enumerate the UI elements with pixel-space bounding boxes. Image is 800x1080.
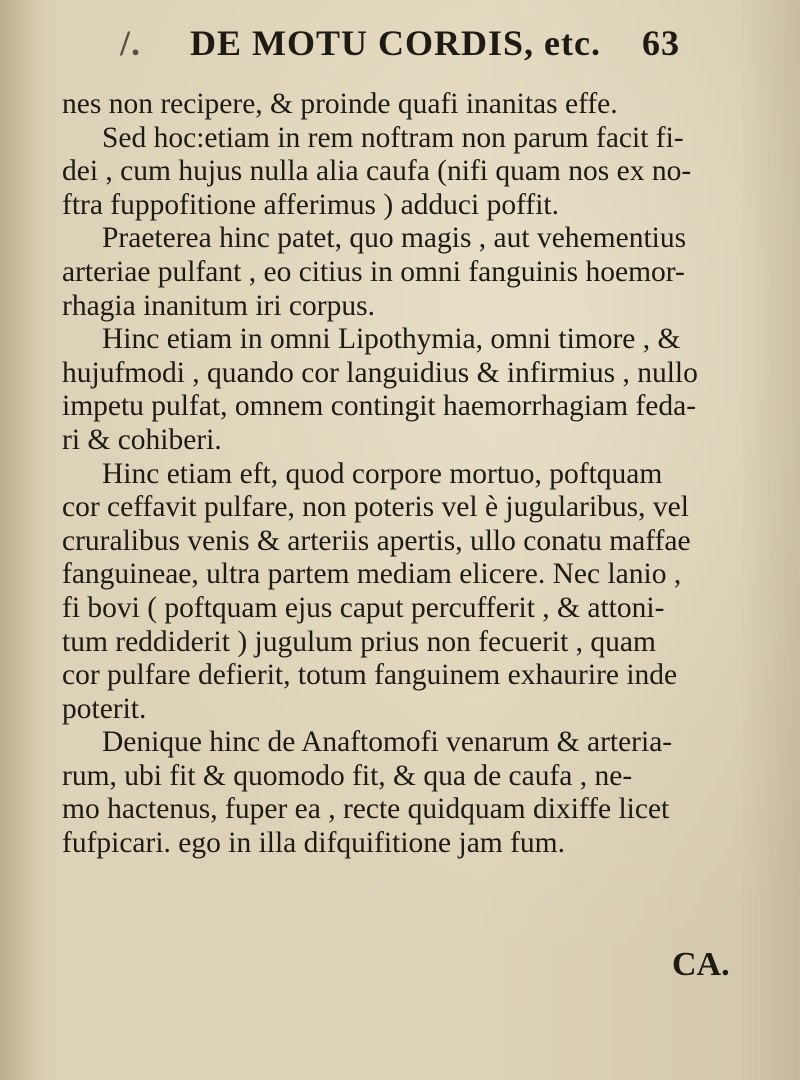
text-line: ftra fuppofitione afferimus ) adduci poffit. xyxy=(62,188,559,221)
body-text xyxy=(62,88,742,861)
text-line: cor ceffavit pulfare, non poteris vel è jugularibus, vel xyxy=(62,491,689,524)
text-line: mo hactenus, fuper ea , recte quidquam dixiffe licet xyxy=(62,793,670,826)
text-line: nes non recipere, & proinde quafi inanitas effe. xyxy=(62,88,618,120)
edge-shadow xyxy=(740,0,800,1080)
text-line: dei , cum hujus nulla alia caufa (nifi quam nos ex no- xyxy=(62,155,692,188)
text-line: Hinc etiam in omni Lipothymia, omni timore , & xyxy=(102,323,681,356)
text-line: hujufmodi , quando cor languidius & infirmius , nullo xyxy=(62,356,698,389)
running-head xyxy=(120,22,680,72)
text-line: arteriae pulfant , eo citius in omni fanguinis hoemor- xyxy=(62,255,685,288)
text-line: Sed hoc:etiam in rem noftram non parum facit fi- xyxy=(102,121,684,154)
header-mark: /. xyxy=(120,23,142,63)
text-line: fufpicari. ego in illa difquifitione jam fum. xyxy=(62,827,565,860)
text-line: poterit. xyxy=(62,692,147,725)
gutter-shadow xyxy=(0,0,40,1080)
text-line: Hinc etiam eft, quod corpore mortuo, poftquam xyxy=(102,457,663,490)
text-line: Denique hinc de Anaftomofi venarum & arteria- xyxy=(102,726,673,759)
text-line: cor pulfare defierit, totum fanguinem exhaurire inde xyxy=(62,659,678,692)
text-line: Praeterea hinc patet, quo magis , aut vehementius xyxy=(102,222,687,255)
text-line: rhagia inanitum iri corpus. xyxy=(62,289,375,322)
text-line: ri & cohiberi. xyxy=(62,423,222,456)
text-line: fi bovi ( poftquam ejus caput percufferit , & attoni- xyxy=(62,591,665,624)
catchword: CA. xyxy=(672,946,730,983)
text-line: rum, ubi fit & quomodo fit, & qua de caufa , ne- xyxy=(62,759,633,792)
header-title: DE MOTU CORDIS, etc. xyxy=(190,23,601,63)
text-line: impetu pulfat, omnem contingit haemorrhagiam feda- xyxy=(62,390,697,423)
text-line: tum reddiderit ) jugulum prius non fecuerit , quam xyxy=(62,625,656,658)
page-number: 63 xyxy=(642,23,680,63)
text-line: cruralibus venis & arteriis apertis, ullo conatu maffae xyxy=(62,524,691,557)
text-line: fanguineae, ultra partem mediam elicere. Nec lanio , xyxy=(62,558,682,591)
